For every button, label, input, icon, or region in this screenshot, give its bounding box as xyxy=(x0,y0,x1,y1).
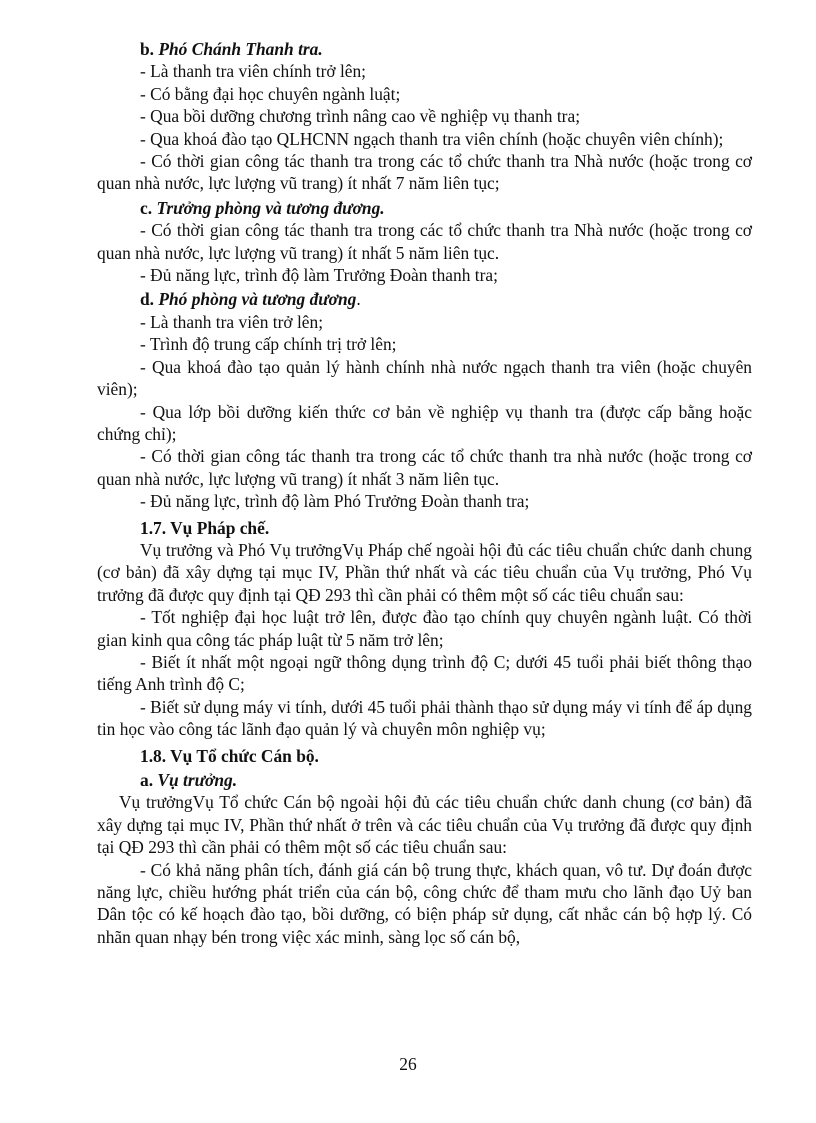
paragraph: Vụ trưởng và Phó Vụ trưởngVụ Pháp chế ngoài hội đủ các tiêu chuẩn chức danh chung (cơ bản) đã xây dựng tại mục IV, Phần thứ nhất và các tiêu chuẩn của Vụ trưởng, Phó Vụ trưởng đã được quy định tại QĐ 293 thì cần phải có thêm một số các tiêu chuẩn sau: xyxy=(97,539,752,605)
subsection-title: Trưởng phòng và tương đương. xyxy=(156,197,385,218)
paragraph: - Là thanh tra viên chính trở lên; xyxy=(140,61,367,82)
paragraph: - Có thời gian công tác thanh tra trong các tổ chức thanh tra Nhà nước (hoặc trong cơ quan nhà nước, lực lượng vũ trang) ít nhất 5 năm liên tục. xyxy=(97,220,752,263)
subsection-heading xyxy=(97,288,752,310)
document-body xyxy=(97,36,752,948)
section-heading: 1.8. Vụ Tổ chức Cán bộ. xyxy=(140,745,319,766)
paragraph: - Có thời gian công tác thanh tra trong các tổ chức thanh tra Nhà nước (hoặc trong cơ quan nhà nước, lực lượng vũ trang) ít nhất 7 năm liên tục; xyxy=(97,151,752,194)
paragraph: - Qua bồi dưỡng chương trình nâng cao về nghiệp vụ thanh tra; xyxy=(140,106,581,127)
section-heading: 1.7. Vụ Pháp chế. xyxy=(140,517,270,538)
paragraph: - Biết ít nhất một ngoại ngữ thông dụng trình độ C; dưới 45 tuổi phải biết thông thạo tiếng Anh trình độ C; xyxy=(97,651,752,695)
subsection-heading xyxy=(97,197,752,219)
subsection-letter: b. xyxy=(140,39,155,59)
paragraph: - Biết sử dụng máy vi tính, dưới 45 tuổi phải thành thạo sử dụng máy vi tính để áp dụng tin học vào công tác lãnh đạo quản lý và chuyên môn nghiệp vụ; xyxy=(97,696,752,740)
subsection-title: Phó Chánh Thanh tra. xyxy=(158,39,323,59)
paragraph: - Có thời gian công tác thanh tra trong các tổ chức thanh tra nhà nước (hoặc trong cơ quan nhà nước, lực lượng vũ trang) ít nhất 3 năm liên tục. xyxy=(97,446,752,489)
page-number: 26 xyxy=(399,1054,417,1074)
subsection-title: Vụ trưởng. xyxy=(157,770,238,790)
paragraph: - Qua lớp bồi dưỡng kiến thức cơ bản về nghiệp vụ thanh tra (được cấp bằng hoặc chứng chỉ); xyxy=(97,401,752,444)
subsection-title: Phó phòng và tương đương xyxy=(158,289,357,310)
paragraph: - Trình độ trung cấp chính trị trở lên; xyxy=(140,334,397,355)
paragraph: - Qua khoá đào tạo quản lý hành chính nhà nước ngạch thanh tra viên (hoặc chuyên viên); xyxy=(97,356,752,400)
subsection-title-tail: . xyxy=(356,289,361,310)
subsection-heading xyxy=(97,769,752,791)
paragraph: Vụ trưởngVụ Tổ chức Cán bộ ngoài hội đủ các tiêu chuẩn chức danh chung (cơ bản) đã xây dựng tại mục IV, Phần thứ nhất ở trên và các tiêu chuẩn của Vụ trưởng đã được quy định tại QĐ 293 thì cần phải có thêm một số các tiêu chuẩn sau: xyxy=(97,792,752,858)
subsection-letter: c. xyxy=(140,197,153,218)
subsection-letter: a. xyxy=(140,770,154,790)
paragraph: - Qua khoá đào tạo QLHCNN ngạch thanh tra viên chính (hoặc chuyên viên chính); xyxy=(140,128,724,149)
paragraph: - Tốt nghiệp đại học luật trở lên, được đào tạo chính quy chuyên ngành luật. Có thời gian kinh qua công tác pháp luật từ 5 năm trở lên; xyxy=(97,607,752,650)
paragraph: - Có bằng đại học chuyên ngành luật; xyxy=(140,83,401,104)
paragraph: - Có khả năng phân tích, đánh giá cán bộ trung thực, khách quan, vô tư. Dự đoán được năng lực, chiều hướng phát triển của cán bộ, công chức để tham mưu cho lãnh đạo Uỷ ban Dân tộc có kế hoạch đào tạo, bồi dưỡng, có biện pháp sử dụng, cất nhắc cán bộ hợp lý. Có nhãn quan nhạy bén trong việc xác minh, sàng lọc số cán bộ, xyxy=(97,859,752,947)
paragraph: - Đủ năng lực, trình độ làm Phó Trưởng Đoàn thanh tra; xyxy=(140,491,530,512)
paragraph: - Là thanh tra viên trở lên; xyxy=(140,311,324,332)
subsection-letter: d. xyxy=(140,289,155,310)
subsection-heading xyxy=(97,38,752,60)
paragraph: - Đủ năng lực, trình độ làm Trưởng Đoàn thanh tra; xyxy=(140,265,498,286)
